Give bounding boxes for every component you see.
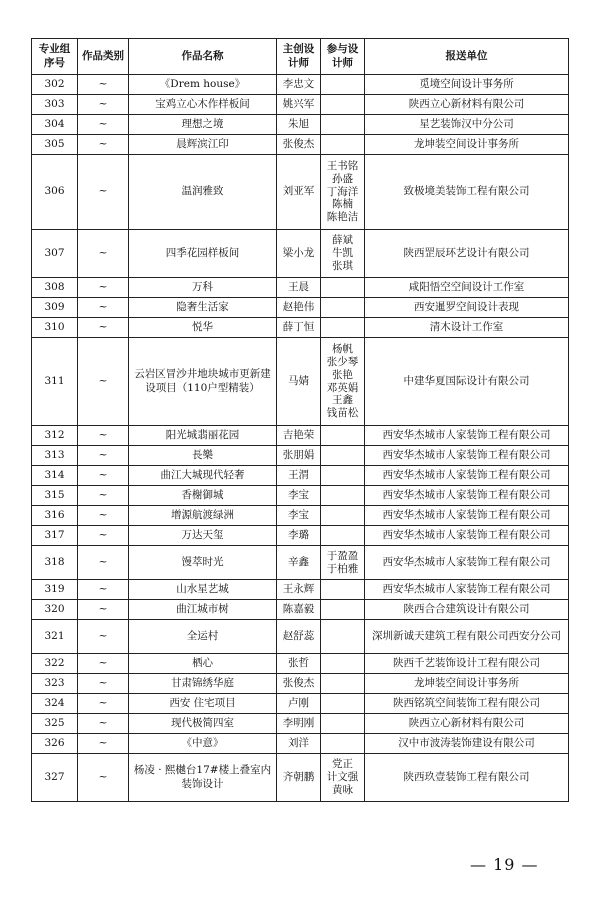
group-number-cell: 324 [32,694,78,714]
work-name-cell: 温润雅致 [129,155,277,230]
table-row [32,674,569,694]
category-cell: ~ [78,694,129,714]
category-cell: ~ [78,338,129,426]
table-row [32,754,569,802]
lead-designer-cell: 张俊杰 [277,135,321,155]
submitting-unit-cell: 西安华杰城市人家装饰工程有限公司 [365,526,569,546]
table-header-row [32,39,569,75]
work-name-cell: 山水星艺城 [129,580,277,600]
participant-designers-cell: 于盈盈 于柏雅 [321,546,365,580]
submitting-unit-cell: 西安华杰城市人家装饰工程有限公司 [365,580,569,600]
category-cell: ~ [78,580,129,600]
work-name-cell: 现代极简四室 [129,714,277,734]
participant-designers-cell [321,580,365,600]
table-row [32,426,569,446]
work-name-cell: 香榭御城 [129,486,277,506]
lead-designer-cell: 李宝 [277,486,321,506]
participant-designers-cell [321,446,365,466]
lead-designer-cell: 王晨 [277,278,321,298]
table-row [32,734,569,754]
table-row [32,135,569,155]
table-row [32,620,569,654]
table-row [32,600,569,620]
work-name-cell: 全运村 [129,620,277,654]
header-lead-designer: 主创设计师 [277,39,321,75]
category-cell: ~ [78,426,129,446]
lead-designer-cell: 王永辉 [277,580,321,600]
group-number-cell: 321 [32,620,78,654]
group-number-cell: 314 [32,466,78,486]
lead-designer-cell: 刘亚军 [277,155,321,230]
table-row [32,654,569,674]
category-cell: ~ [78,600,129,620]
participant-designers-cell [321,426,365,446]
lead-designer-cell: 李璐 [277,526,321,546]
group-number-cell: 319 [32,580,78,600]
group-number-cell: 302 [32,75,78,95]
participant-designers-cell [321,694,365,714]
work-name-cell: 理想之境 [129,115,277,135]
work-name-cell: 長樂 [129,446,277,466]
group-number-cell: 323 [32,674,78,694]
group-number-cell: 311 [32,338,78,426]
submitting-unit-cell: 龙坤装空间设计事务所 [365,674,569,694]
work-name-cell: 西安 住宅项目 [129,694,277,714]
header-participant-designers: 参与设计师 [321,39,365,75]
participant-designers-cell [321,135,365,155]
lead-designer-cell: 吉艳荣 [277,426,321,446]
category-cell: ~ [78,115,129,135]
work-name-cell: 晨辉滨江印 [129,135,277,155]
participant-designers-cell [321,654,365,674]
work-name-cell: 万科 [129,278,277,298]
participant-designers-cell: 薛斌 牛凯 张琪 [321,230,365,278]
group-number-cell: 307 [32,230,78,278]
table-row [32,694,569,714]
table-row [32,546,569,580]
category-cell: ~ [78,654,129,674]
participant-designers-cell [321,318,365,338]
work-name-cell: 悦华 [129,318,277,338]
category-cell: ~ [78,526,129,546]
participant-designers-cell [321,600,365,620]
group-number-cell: 315 [32,486,78,506]
category-cell: ~ [78,734,129,754]
lead-designer-cell: 薛丁恒 [277,318,321,338]
header-group-number: 专业组序号 [32,39,78,75]
lead-designer-cell: 梁小龙 [277,230,321,278]
lead-designer-cell: 卢刚 [277,694,321,714]
participant-designers-cell [321,714,365,734]
lead-designer-cell: 马婧 [277,338,321,426]
lead-designer-cell: 李宝 [277,506,321,526]
group-number-cell: 320 [32,600,78,620]
group-number-cell: 316 [32,506,78,526]
page-number: — 19 — [470,855,539,874]
table-row [32,115,569,135]
header-category: 作品类别 [78,39,129,75]
lead-designer-cell: 张哲 [277,654,321,674]
group-number-cell: 306 [32,155,78,230]
work-name-cell: 栖心 [129,654,277,674]
group-number-cell: 326 [32,734,78,754]
submitting-unit-cell: 陕西铭筑空间装饰工程有限公司 [365,694,569,714]
category-cell: ~ [78,230,129,278]
category-cell: ~ [78,546,129,580]
group-number-cell: 312 [32,426,78,446]
header-submitting-unit: 报送单位 [365,39,569,75]
work-name-cell: 隐奢生活家 [129,298,277,318]
table-row [32,466,569,486]
category-cell: ~ [78,506,129,526]
submitting-unit-cell: 西安暹罗空间设计表现 [365,298,569,318]
table-row [32,580,569,600]
group-number-cell: 318 [32,546,78,580]
group-number-cell: 305 [32,135,78,155]
lead-designer-cell: 王渭 [277,466,321,486]
submitting-unit-cell: 陕西立心新材料有限公司 [365,714,569,734]
group-number-cell: 303 [32,95,78,115]
lead-designer-cell: 赵舒蕊 [277,620,321,654]
lead-designer-cell: 刘洋 [277,734,321,754]
work-name-cell: 《Drem house》 [129,75,277,95]
submitting-unit-cell: 陕西千艺装饰设计工程有限公司 [365,654,569,674]
category-cell: ~ [78,754,129,802]
group-number-cell: 304 [32,115,78,135]
submitting-unit-cell: 陕西玖壹装饰工程有限公司 [365,754,569,802]
participant-designers-cell [321,620,365,654]
work-name-cell: 宝鸡立心木作样板间 [129,95,277,115]
category-cell: ~ [78,155,129,230]
table-row [32,95,569,115]
work-name-cell: 杨凌 · 熙樾台17#楼上叠室内装饰设计 [129,754,277,802]
lead-designer-cell: 姚兴军 [277,95,321,115]
table-row [32,75,569,95]
participant-designers-cell: 王书铭 孙盛 丁海洋 陈楠 陈艳洁 [321,155,365,230]
lead-designer-cell: 齐朝鹏 [277,754,321,802]
participant-designers-cell [321,506,365,526]
submitting-unit-cell: 觅境空间设计事务所 [365,75,569,95]
participant-designers-cell [321,75,365,95]
participant-designers-cell [321,526,365,546]
submitting-unit-cell: 西安华杰城市人家装饰工程有限公司 [365,446,569,466]
category-cell: ~ [78,318,129,338]
participant-designers-cell [321,486,365,506]
participant-designers-cell [321,734,365,754]
participant-designers-cell [321,115,365,135]
lead-designer-cell: 朱旭 [277,115,321,135]
group-number-cell: 308 [32,278,78,298]
participant-designers-cell: 党正 计文强 黄咏 [321,754,365,802]
submitting-unit-cell: 清木设计工作室 [365,318,569,338]
header-work-name: 作品名称 [129,39,277,75]
category-cell: ~ [78,486,129,506]
table-row [32,526,569,546]
work-name-cell: 阳光城翡丽花园 [129,426,277,446]
group-number-cell: 309 [32,298,78,318]
participant-designers-cell [321,466,365,486]
category-cell: ~ [78,75,129,95]
work-name-cell: 曲江大城现代轻奢 [129,466,277,486]
lead-designer-cell: 赵艳伟 [277,298,321,318]
participant-designers-cell [321,674,365,694]
lead-designer-cell: 张俊杰 [277,674,321,694]
submitting-unit-cell: 咸阳悟空空间设计工作室 [365,278,569,298]
category-cell: ~ [78,278,129,298]
group-number-cell: 317 [32,526,78,546]
entries-table [31,38,569,802]
participant-designers-cell [321,298,365,318]
participant-designers-cell [321,278,365,298]
submitting-unit-cell: 龙坤装空间设计事务所 [365,135,569,155]
work-name-cell: 增源航渡绿洲 [129,506,277,526]
work-name-cell: 云岩区冒沙井地块城市更新建设项目（110户型精装） [129,338,277,426]
table-row [32,338,569,426]
category-cell: ~ [78,714,129,734]
category-cell: ~ [78,135,129,155]
group-number-cell: 322 [32,654,78,674]
submitting-unit-cell: 中建华夏国际设计有限公司 [365,338,569,426]
table-row [32,230,569,278]
lead-designer-cell: 张朋娟 [277,446,321,466]
group-number-cell: 313 [32,446,78,466]
table-row [32,278,569,298]
submitting-unit-cell: 西安华杰城市人家装饰工程有限公司 [365,506,569,526]
lead-designer-cell: 陈嘉毅 [277,600,321,620]
submitting-unit-cell: 西安华杰城市人家装饰工程有限公司 [365,466,569,486]
table-row [32,486,569,506]
work-name-cell: 曲江城市树 [129,600,277,620]
group-number-cell: 310 [32,318,78,338]
category-cell: ~ [78,466,129,486]
submitting-unit-cell: 西安华杰城市人家装饰工程有限公司 [365,426,569,446]
submitting-unit-cell: 陕西罡辰环艺设计有限公司 [365,230,569,278]
participant-designers-cell [321,95,365,115]
work-name-cell: 万达天玺 [129,526,277,546]
submitting-unit-cell: 陕西立心新材料有限公司 [365,95,569,115]
submitting-unit-cell: 西安华杰城市人家装饰工程有限公司 [365,546,569,580]
submitting-unit-cell: 致极境美装饰工程有限公司 [365,155,569,230]
table-row [32,506,569,526]
work-name-cell: 甘肃锦绣华庭 [129,674,277,694]
submitting-unit-cell: 星艺装饰汉中分公司 [365,115,569,135]
group-number-cell: 327 [32,754,78,802]
submitting-unit-cell: 陕西合合建筑设计有限公司 [365,600,569,620]
category-cell: ~ [78,446,129,466]
category-cell: ~ [78,620,129,654]
lead-designer-cell: 辛鑫 [277,546,321,580]
table-row [32,446,569,466]
lead-designer-cell: 李明刚 [277,714,321,734]
category-cell: ~ [78,674,129,694]
category-cell: ~ [78,298,129,318]
category-cell: ~ [78,95,129,115]
table-row [32,298,569,318]
submitting-unit-cell: 汉中市波涛装饰建设有限公司 [365,734,569,754]
table-row [32,714,569,734]
submitting-unit-cell: 深圳新诚天建筑工程有限公司西安分公司 [365,620,569,654]
work-name-cell: 四季花园样板间 [129,230,277,278]
table-row [32,318,569,338]
submitting-unit-cell: 西安华杰城市人家装饰工程有限公司 [365,486,569,506]
work-name-cell: 馒萃时光 [129,546,277,580]
work-name-cell: 《中意》 [129,734,277,754]
group-number-cell: 325 [32,714,78,734]
participant-designers-cell: 杨帆 张少琴 张艳 邓英娟 王鑫 钱苗松 [321,338,365,426]
lead-designer-cell: 李忠文 [277,75,321,95]
table-row [32,155,569,230]
